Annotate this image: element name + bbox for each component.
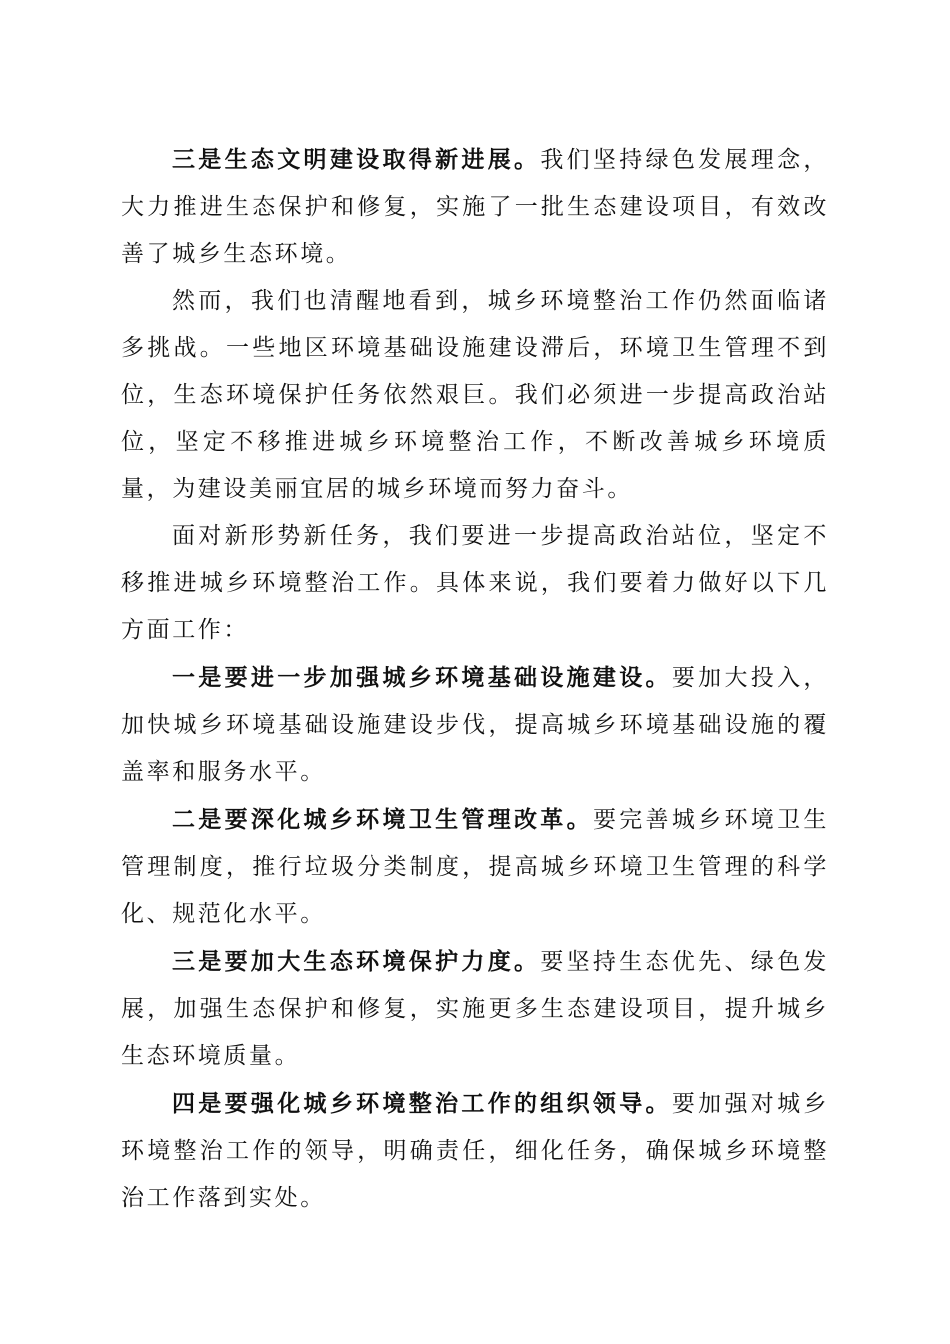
paragraph-task-3 — [121, 938, 829, 1080]
paragraph-new-tasks — [121, 513, 829, 654]
paragraph-text: 要加大投入，加快城乡环境基础设施建设步伐，提高城乡环境基础设施的覆盖率和服务水平。 — [121, 665, 829, 785]
paragraph-task-2 — [121, 796, 829, 938]
paragraph-text: 要加强对城乡环境整治工作的领导，明确责任，细化任务，确保城乡环境整治工作落到实处。 — [121, 1091, 829, 1211]
paragraph-ecology-progress — [121, 136, 829, 278]
paragraph-challenges — [121, 278, 829, 513]
paragraph-lead: 二是要深化城乡环境卫生管理改革。 — [172, 806, 593, 833]
paragraph-text: 然而，我们也清醒地看到，城乡环境整治工作仍然面临诸多挑战。一些地区环境基础设施建设滞后，环境卫生管理不到位，生态环境保护任务依然艰巨。我们必须进一步提高政治站位，坚定不移推进城乡环境整治工作，不断改善城乡环境质量，为建设美丽宜居的城乡环境而努力奋斗。 — [121, 288, 829, 502]
paragraph-text: 要坚持生态优先、绿色发展，加强生态保护和修复，实施更多生态建设项目，提升城乡生态环境质量。 — [121, 949, 829, 1069]
document-body — [121, 136, 829, 1222]
paragraph-text: 我们坚持绿色发展理念，大力推进生态保护和修复，实施了一批生态建设项目，有效改善了城乡生态环境。 — [121, 147, 829, 267]
paragraph-task-1 — [121, 654, 829, 796]
paragraph-lead: 一是要进一步加强城乡环境基础设施建设。 — [172, 664, 672, 691]
paragraph-task-4 — [121, 1080, 829, 1222]
paragraph-lead: 四是要强化城乡环境整治工作的组织领导。 — [172, 1090, 672, 1117]
paragraph-text: 要完善城乡环境卫生管理制度，推行垃圾分类制度，提高城乡环境卫生管理的科学化、规范化水平。 — [121, 807, 829, 927]
paragraph-lead: 三是生态文明建设取得新进展。 — [172, 146, 541, 173]
paragraph-text: 面对新形势新任务，我们要进一步提高政治站位，坚定不移推进城乡环境整治工作。具体来说，我们要着力做好以下几方面工作： — [121, 523, 829, 643]
paragraph-lead: 三是要加大生态环境保护力度。 — [172, 948, 541, 975]
